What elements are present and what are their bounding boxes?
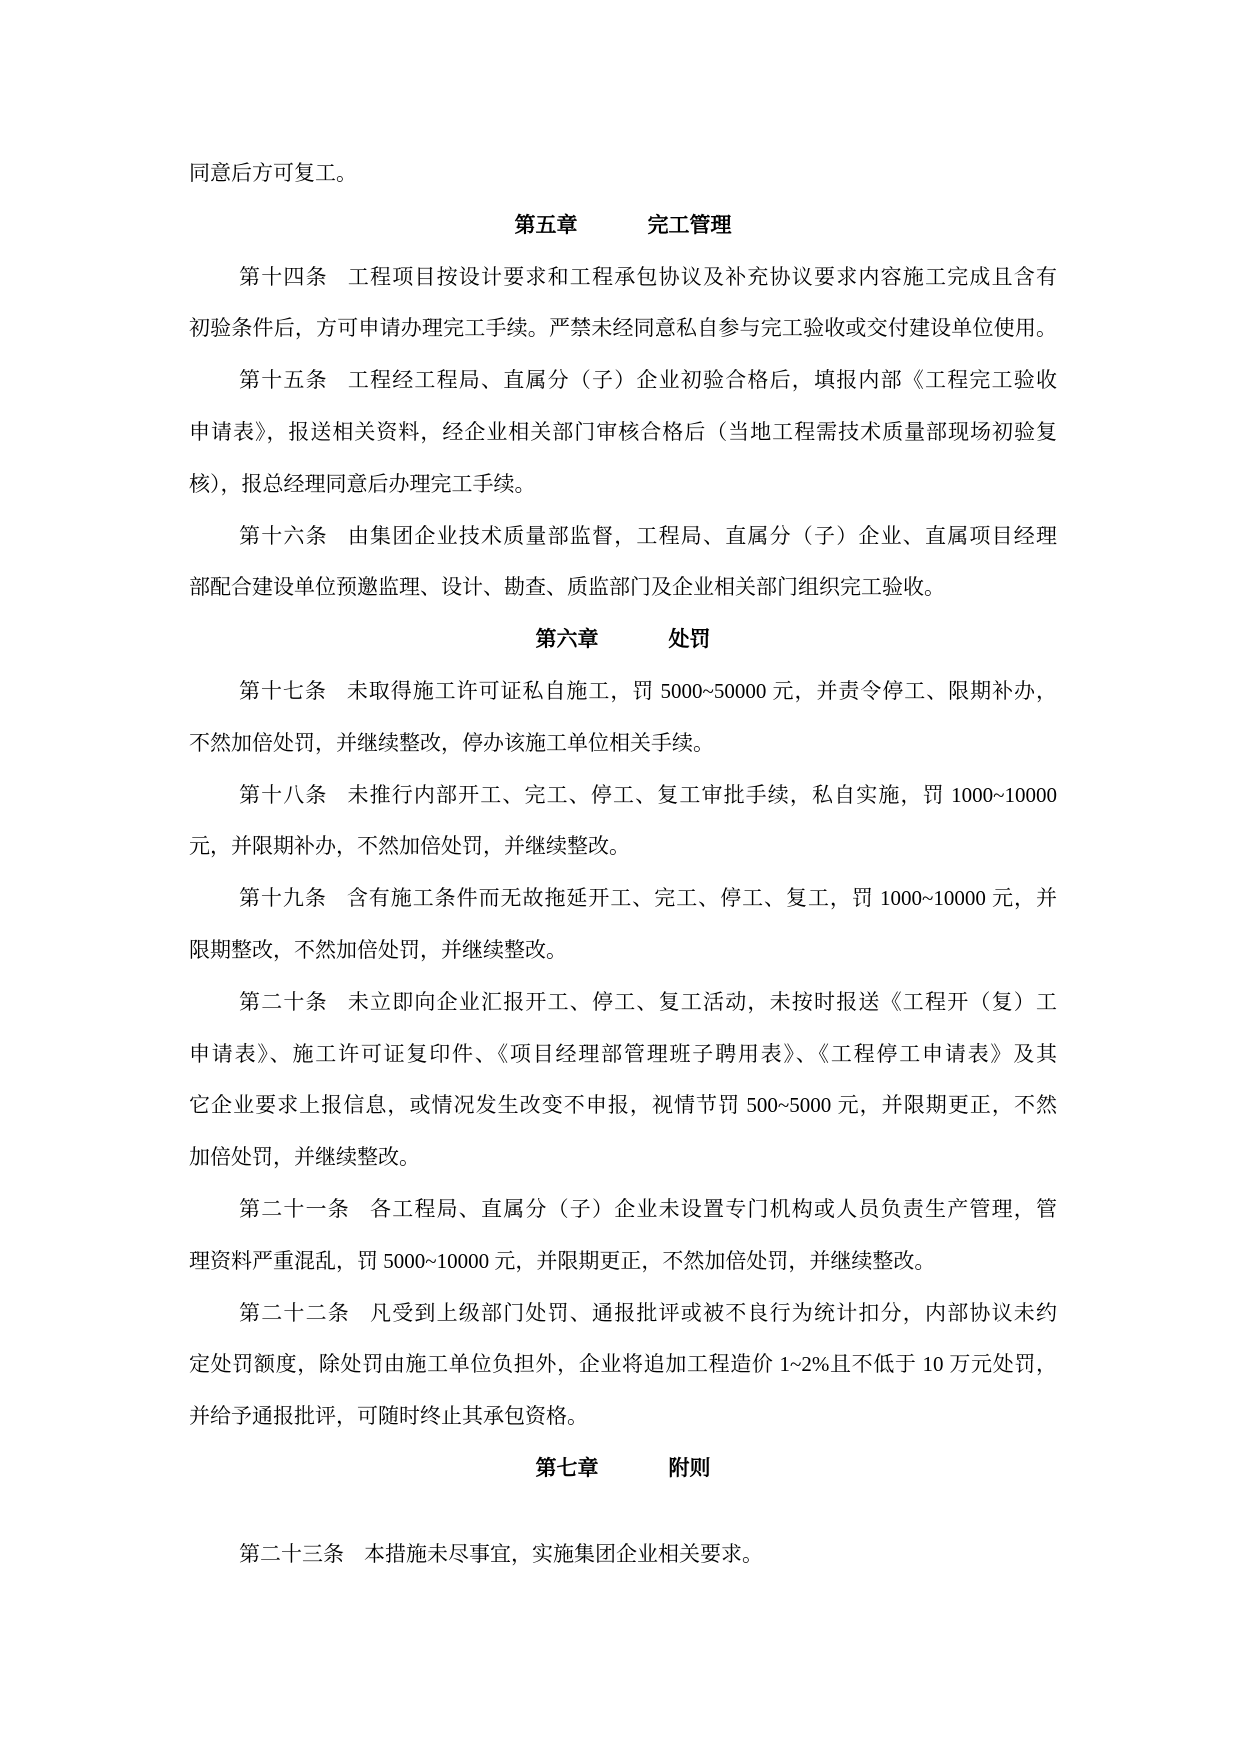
paragraph-line — [189, 252, 1057, 304]
paragraph-line: 理资料严重混乱，罚 5000~10000 元，并限期更正，不然加倍处罚，并继续整改。 — [189, 1248, 936, 1273]
paragraph-line — [189, 355, 1057, 407]
article-17 — [189, 666, 1057, 770]
line-text: 未立即向企业汇报开工、停工、复工活动，未按时报送《工程开（复）工 — [347, 989, 1058, 1014]
line-text: 未推行内部开工、完工、停工、复工审批手续，私自实施，罚 1000~10000 — [347, 782, 1058, 807]
chapter-number: 第五章 — [514, 212, 578, 237]
chapter-number: 第七章 — [535, 1455, 599, 1480]
article-label: 第二十二条 — [239, 1300, 350, 1325]
paragraph-line: 申请表》、施工许可证复印件、《项目经理部管理班子聘用表》、《工程停工申请表》及其 — [189, 1041, 1057, 1066]
article-18 — [189, 770, 1057, 874]
paragraph-line: 同意后方可复工。 — [189, 161, 357, 185]
article-label: 第十六条 — [239, 523, 328, 548]
paragraph-line: 不然加倍处罚，并继续整改，停办该施工单位相关手续。 — [189, 730, 714, 755]
line-text: 本措施未尽事宜，实施集团企业相关要求。 — [364, 1541, 763, 1566]
paragraph-line: 限期整改，不然加倍处罚，并继续整改。 — [189, 937, 567, 962]
paragraph-line — [189, 1288, 1057, 1340]
document-body — [189, 148, 1057, 1581]
line-text: 工程经工程局、直属分（子）企业初验合格后，填报内部《工程完工验收 — [347, 368, 1058, 393]
chapter-title: 处罚 — [668, 627, 711, 652]
paragraph-line — [189, 1184, 1057, 1236]
line-text: 凡受到上级部门处罚、通报批评或被不良行为统计扣分，内部协议未约 — [370, 1300, 1057, 1325]
paragraph-line — [189, 977, 1057, 1029]
chapter-heading — [189, 200, 1057, 252]
chapter-title: 附则 — [668, 1455, 711, 1480]
paragraph-line — [189, 511, 1057, 563]
line-text: 含有施工条件而无故拖延开工、完工、停工、复工，罚 1000~10000 元，并 — [346, 886, 1058, 911]
line-text: 未取得施工许可证私自施工，罚 5000~50000 元，并责令停工、限期补办， — [346, 678, 1058, 703]
paragraph-line: 核），报总经理同意后办理完工手续。 — [189, 471, 536, 496]
paragraph-line — [189, 770, 1057, 822]
paragraph-line — [189, 1529, 1057, 1581]
article-22 — [189, 1288, 1057, 1443]
paragraph-continuation — [189, 148, 1057, 200]
article-16 — [189, 511, 1057, 615]
article-23 — [189, 1529, 1057, 1581]
article-21 — [189, 1184, 1057, 1288]
paragraph-line — [189, 873, 1057, 925]
article-19 — [189, 873, 1057, 977]
line-text: 工程项目按设计要求和工程承包协议及补充协议要求内容施工完成且含有 — [347, 264, 1058, 289]
article-20 — [189, 977, 1057, 1184]
paragraph-line: 它企业要求上报信息，或情况发生改变不申报，视情节罚 500~5000 元，并限期更正，不然 — [189, 1093, 1057, 1118]
line-text: 各工程局、直属分（子）企业未设置专门机构或人员负责生产管理，管 — [370, 1196, 1057, 1221]
paragraph-line: 并给予通报批评，可随时终止其承包资格。 — [189, 1404, 588, 1429]
paragraph-line — [189, 666, 1057, 718]
article-label: 第十八条 — [239, 782, 328, 807]
article-15 — [189, 355, 1057, 510]
paragraph-line: 初验条件后，方可申请办理完工手续。严禁未经同意私自参与完工验收或交付建设单位使用。 — [189, 316, 1057, 341]
article-label: 第十九条 — [239, 886, 327, 911]
chapter-heading — [189, 614, 1057, 666]
paragraph-line: 部配合建设单位预邀监理、设计、勘查、质监部门及企业相关部门组织完工验收。 — [189, 575, 945, 600]
article-label: 第十四条 — [239, 264, 328, 289]
article-label: 第十五条 — [239, 368, 328, 393]
paragraph-line: 加倍处罚，并继续整改。 — [189, 1145, 420, 1170]
paragraph-line: 定处罚额度，除处罚由施工单位负担外，企业将追加工程造价 1~2%且不低于 10 万元处罚， — [189, 1352, 1057, 1377]
article-label: 第二十三条 — [239, 1541, 344, 1566]
article-label: 第二十条 — [239, 989, 328, 1014]
chapter-heading — [189, 1443, 1057, 1495]
paragraph-line: 申请表》，报送相关资料，经企业相关部门审核合格后（当地工程需技术质量部现场初验复 — [189, 419, 1057, 444]
article-label: 第十七条 — [239, 678, 327, 703]
article-14 — [189, 252, 1057, 356]
article-label: 第二十一条 — [239, 1196, 350, 1221]
chapter-title: 完工管理 — [647, 212, 732, 237]
paragraph-line: 元，并限期补办，不然加倍处罚，并继续整改。 — [189, 834, 630, 859]
line-text: 由集团企业技术质量部监督，工程局、直属分（子）企业、直属项目经理 — [347, 523, 1058, 548]
chapter-number: 第六章 — [535, 627, 599, 652]
